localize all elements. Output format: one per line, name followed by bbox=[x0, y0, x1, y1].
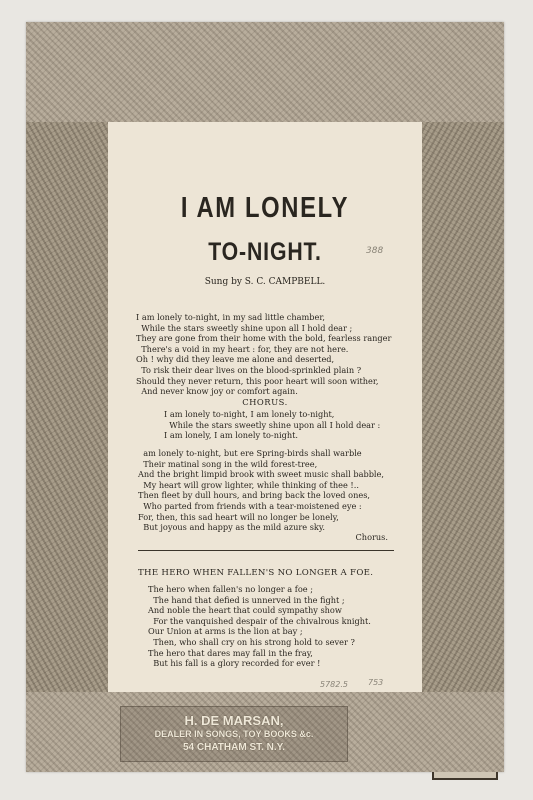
pencil-catalog-number: 388 bbox=[366, 246, 384, 256]
verse-line: Then, who shall cry on his strong hold to sever ? bbox=[148, 636, 355, 647]
song-byline: Sung by S. C. CAMPBELL. bbox=[204, 277, 326, 287]
verse-line: And never know joy or comfort again. bbox=[136, 386, 298, 397]
verse-line: Then fleet by dull hours, and bring back the loved ones, bbox=[138, 490, 371, 501]
verse-line: And noble the heart that could sympathy show bbox=[148, 605, 342, 616]
broadside-sheet bbox=[26, 22, 504, 772]
verse-line: am lonely to-night, but ere Spring-birds shall warble bbox=[138, 448, 362, 458]
song-title-line2: TO-NIGHT. bbox=[208, 238, 322, 266]
engraved-border-top bbox=[26, 22, 504, 122]
verse-line: Oh ! why did they leave me alone and deserted, bbox=[136, 354, 335, 365]
verse-line: While the stars sweetly shine upon all I hold dear ; bbox=[136, 322, 353, 333]
song-text-panel bbox=[108, 122, 422, 692]
verse-line: And the bright limpid brook with sweet music shall babble, bbox=[138, 469, 385, 480]
verse-line: For, then, this sad heart will no longer be lonely, bbox=[138, 511, 339, 522]
publisher-plate bbox=[120, 706, 348, 762]
verse-line: There's a void in my heart : for, they are not here. bbox=[136, 343, 349, 354]
publisher-trade: DEALER IN SONGS, TOY BOOKS &c. bbox=[154, 729, 314, 739]
verse-line: Our Union at arms is the lion at bay ; bbox=[148, 626, 303, 637]
verse-one bbox=[136, 312, 450, 397]
verse-line: They are gone from their home with the bold, fearless ranger bbox=[136, 333, 392, 344]
verse-line: I am lonely to-night, in my sad little chamber, bbox=[136, 312, 325, 322]
second-song-title: THE HERO WHEN FALLEN'S NO LONGER A FOE. bbox=[138, 568, 374, 578]
chorus-line: While the stars sweetly shine upon all I hold dear : bbox=[164, 419, 381, 430]
chorus-line: I am lonely, I am lonely to-night. bbox=[164, 430, 298, 441]
verse-line: Their matinal song in the wild forest-tree, bbox=[138, 458, 318, 469]
verse-line: But joyous and happy as the mild azure sky. bbox=[138, 522, 326, 533]
verse-line: But his fall is a glory recorded for ever ! bbox=[148, 658, 321, 669]
chorus-tag: Chorus. bbox=[355, 532, 388, 542]
verse-line: The hand that defied is unnerved in the fight ; bbox=[148, 594, 345, 605]
song-title-line1: I AM LONELY bbox=[180, 192, 350, 224]
pencil-accession-number: 5782.5 bbox=[320, 680, 348, 689]
chorus-heading: CHORUS. bbox=[242, 397, 288, 407]
publisher-name: H. DE MARSAN, bbox=[184, 713, 284, 728]
verse-line: The hero when fallen's no longer a foe ; bbox=[148, 584, 313, 594]
verse-two bbox=[138, 448, 452, 533]
engraved-border-left bbox=[26, 122, 108, 692]
verse-three bbox=[148, 584, 462, 669]
verse-line: Who parted from friends with a tear-moistened eye : bbox=[138, 500, 362, 511]
verse-line: My heart will grow lighter, while thinking of thee !.. bbox=[138, 479, 359, 490]
verse-line: To risk their dear lives on the blood-sprinkled plain ? bbox=[136, 364, 362, 375]
section-divider bbox=[138, 550, 394, 551]
publisher-address: 54 CHATHAM ST. N.Y. bbox=[182, 742, 286, 753]
verse-line: Should they never return, this poor heart will soon wither, bbox=[136, 375, 379, 386]
chorus-line: I am lonely to-night, I am lonely to-night, bbox=[164, 409, 335, 419]
verse-line: For the vanquished despair of the chivalrous knight. bbox=[148, 615, 371, 626]
chorus-text bbox=[164, 409, 478, 441]
verse-line: The hero that dares may fall in the fray, bbox=[148, 647, 313, 658]
pencil-accession-number-2: 753 bbox=[368, 678, 384, 687]
